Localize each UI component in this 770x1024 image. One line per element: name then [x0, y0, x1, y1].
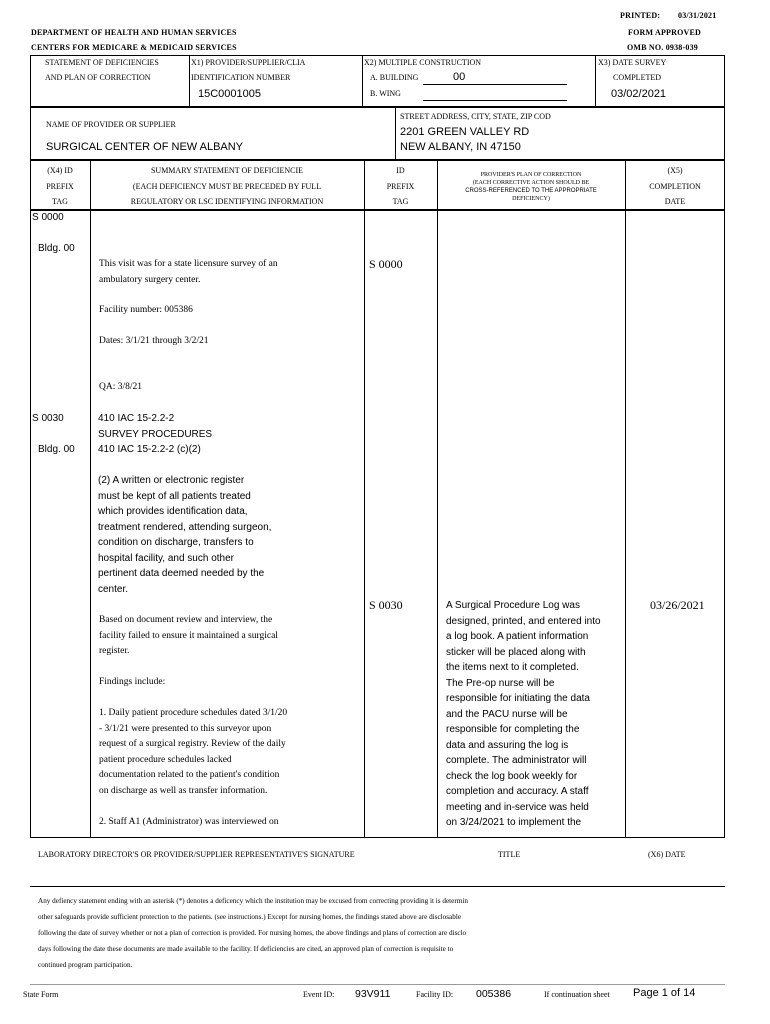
disclaimer-text: Any defiency statement ending with an asterisk (*) denotes a deficency which the institution may be excused from correcting providing it is determin other safeguards provide sufficient protection to the patients. (see instructions.) Except for nursing homes, the findings stated above are disclosable following the date of survey whether or not a plan of correction is provided. For nursing homes, the above findings and plans of correction are disclo days following the date these documents are made available to the facility. If deficiencies are cited, an approved plan of correction is requisite to continued program participation.	[38, 897, 468, 969]
provider-name: SURGICAL CENTER OF NEW ALBANY	[46, 141, 244, 153]
director-signature-label: LABORATORY DIRECTOR'S OR PROVIDER/SUPPLIER REPRESENTATIVE'S SIGNATURE	[38, 850, 355, 859]
x4-header-3: TAG	[52, 197, 68, 206]
department-title: DEPARTMENT OF HEALTH AND HUMAN SERVICES	[31, 28, 237, 37]
x4-header-2: PREFIX	[46, 182, 74, 191]
bldg-label-1: Bldg. 00	[38, 243, 75, 254]
x4-header-1: (X4) ID	[47, 166, 73, 175]
statement-label-2: AND PLAN OF CORRECTION	[45, 73, 151, 82]
x5-header-3: DATE	[664, 197, 686, 206]
tag-s0000: S 0000	[32, 212, 64, 223]
printed-label: PRINTED:	[620, 11, 661, 20]
event-id-value: 93V911	[355, 988, 391, 1000]
x3-label-1: X3) DATE SURVEY	[598, 58, 667, 67]
summary-header-1: SUMMARY STATEMENT OF DEFICIENCIE	[150, 166, 304, 175]
id-header-2: PREFIX	[386, 182, 415, 191]
x1-label-2: IDENTIFICATION NUMBER	[191, 73, 291, 82]
x1-label-1: X1) PROVIDER/SUPPLIER/CLIA	[191, 58, 306, 67]
event-id-label: Event ID:	[303, 990, 335, 999]
title-label: TITLE	[498, 850, 521, 859]
summary-header-3: REGULATORY OR LSC IDENTIFYING INFORMATION	[130, 197, 324, 206]
page-number: Page 1 of 14	[633, 987, 696, 999]
x2-label: X2) MULTIPLE CONSTRUCTION	[364, 58, 482, 67]
address-line-2: NEW ALBANY, IN 47150	[400, 141, 521, 153]
plan-header-2: (EACH CORRECTIVE ACTION SHOULD BE	[472, 180, 590, 186]
address-label: STREET ADDRESS, CITY, STATE, ZIP COD	[400, 112, 551, 121]
s0000-id: S 0000	[369, 257, 403, 271]
dates-line: Dates: 3/1/21 through 3/2/21	[99, 336, 209, 346]
x5-header-2: COMPLETION	[649, 182, 701, 191]
building-value: 00	[453, 71, 466, 83]
qa-line: QA: 3/8/21	[99, 382, 143, 392]
building-label: A. BUILDING	[370, 73, 419, 82]
signature-date-label: (X6) DATE	[648, 850, 686, 859]
facility-number-line: Facility number: 005386	[99, 305, 193, 315]
printed-date: 03/31/2021	[678, 11, 717, 20]
s0000-summary: This visit was for a state licensure survey of an ambulatory surgery center.	[99, 259, 278, 285]
facility-id-value: 005386	[476, 988, 512, 1000]
s0030-rule-text: (2) A written or electronic register must be kept of all patients treated which provides identification data, treatment rendered, attending surgeon, condition on discharge, transfers to hospital facility, and such other pertinent data deemed needed by the center.	[98, 475, 272, 595]
address-line-1: 2201 GREEN VALLEY RD	[400, 126, 530, 138]
finding-1: 1. Daily patient procedure schedules dated 3/1/20 - 3/1/21 were presented to this surveyor upon request of a surgical registry. Review of the daily patient procedure schedules lacked documentation related to the patient's condition on discharge as well as transfer information.	[99, 708, 288, 796]
tag-s0030: S 0030	[32, 413, 64, 424]
id-header-3: TAG	[392, 197, 409, 206]
findings-include: Findings include:	[99, 677, 166, 687]
s0030-regulation: 410 IAC 15-2.2-2 SURVEY PROCEDURES 410 IAC 15-2.2-2 (c)(2)	[98, 413, 213, 455]
summary-header-2: (EACH DEFICIENCY MUST BE PRECEDED BY FULL	[132, 182, 322, 191]
plan-of-correction-text: A Surgical Procedure Log was designed, printed, and entered into a log book. A patient information sticker will be placed along with the items next to it completed. The Pre-op nurse will be responsible for initiating the data and the PACU nurse will be responsible for completing the data and assuring the log is complete. The administrator will check the log book weekly for completion and accuracy. A staff meeting and in-service was held on 3/24/2021 to implement the	[446, 600, 601, 828]
id-header-1: ID	[396, 166, 405, 175]
finding-2: 2. Staff A1 (Administrator) was interviewed on	[99, 817, 279, 827]
omb-number: OMB NO. 0938-039	[627, 43, 698, 52]
x3-label-2: COMPLETED	[613, 73, 661, 82]
wing-label: B. WING	[370, 89, 401, 98]
centers-title: CENTERS FOR MEDICARE & MEDICAID SERVICES	[31, 43, 237, 52]
plan-header-3: CROSS-REFERENCED TO THE APPROPRIATE	[465, 188, 597, 194]
facility-id-label: Facility ID:	[416, 990, 454, 999]
bldg-label-2: Bldg. 00	[38, 444, 75, 455]
statement-label-1: STATEMENT OF DEFICIENCIES	[45, 58, 159, 67]
x5-header-1: (X5)	[667, 166, 683, 175]
form-approved: FORM APPROVED	[628, 28, 702, 37]
state-form-label: State Form	[23, 990, 59, 999]
survey-date: 03/02/2021	[611, 88, 667, 100]
plan-header-4: DEFICIENCY)	[512, 196, 550, 202]
s0030-finding: Based on document review and interview, the facility failed to ensure it maintained a surgical register.	[99, 615, 278, 656]
plan-header-1: PROVIDER'S PLAN OF CORRECTION	[480, 172, 582, 178]
continuation-label: If continuation sheet	[544, 990, 610, 999]
s0030-id: S 0030	[369, 598, 403, 612]
completion-date: 03/26/2021	[650, 598, 705, 612]
clia-number: 15C0001005	[198, 88, 262, 100]
provider-label: NAME OF PROVIDER OR SUPPLIER	[46, 120, 176, 129]
